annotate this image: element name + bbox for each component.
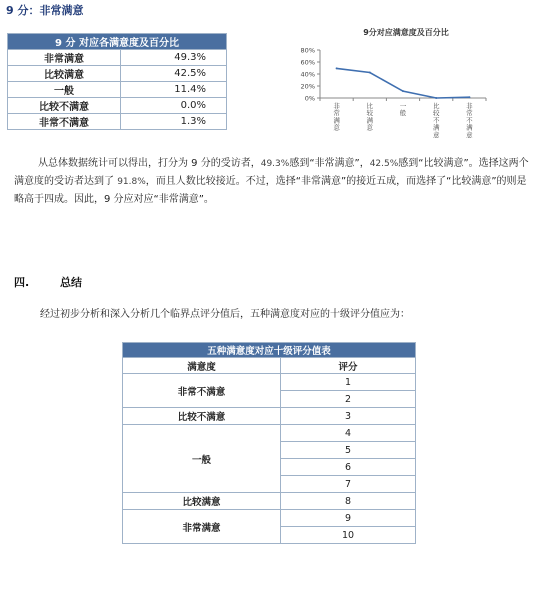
score-cell: 5 — [281, 442, 416, 459]
x-tick-label-char: 比 — [432, 102, 440, 110]
rating-scale-table — [122, 342, 416, 544]
table-row — [123, 493, 416, 510]
table-row — [123, 408, 416, 425]
percent-value: 49.3% — [121, 50, 227, 66]
paragraph-text: 感到“比较满意”。选择这两个满意度的受访者达到了 — [14, 158, 529, 187]
x-tick-label-char: 较 — [366, 109, 374, 118]
level-label: 一般 — [8, 82, 121, 98]
table-row — [8, 66, 227, 82]
level-label: 非常不满意 — [123, 374, 281, 408]
percent-value: 11.4% — [121, 82, 227, 98]
score-cell: 4 — [281, 425, 416, 442]
score-cell: 6 — [281, 459, 416, 476]
score-cell: 3 — [281, 408, 416, 425]
data-point — [336, 67, 338, 69]
percent-figure: 91.8% — [117, 177, 146, 187]
chart-plot-area — [301, 47, 486, 139]
x-tick-label-char: 意 — [466, 130, 473, 139]
level-label: 比较不满意 — [8, 98, 121, 114]
percent-value: 0.0% — [121, 98, 227, 114]
x-tick-label-char: 般 — [399, 109, 407, 118]
paragraph-text: ，而且人数比较接近。不过，选择“非常满意”的接近五成，而选择了“比较满意”的则是略高于四成。因此，9 分应对应“非常满意”。 — [14, 176, 527, 205]
table-row — [123, 374, 416, 391]
x-tick-label-char: 不 — [432, 116, 440, 125]
x-tick-label-char: 常 — [333, 109, 340, 118]
x-tick-label-char: 满 — [333, 116, 340, 125]
score-cell: 8 — [281, 493, 416, 510]
summary-paragraph — [14, 155, 536, 209]
column-header-score: 评分 — [281, 358, 416, 374]
table-row — [8, 50, 227, 66]
satisfaction-percent-table — [7, 33, 227, 130]
data-point — [402, 90, 404, 92]
table-row — [8, 114, 227, 130]
x-tick-label-char: 比 — [366, 102, 374, 110]
table-row — [123, 425, 416, 442]
series-line — [337, 68, 470, 98]
data-point — [468, 96, 470, 98]
table-caption: 9 分 对应各满意度及百分比 — [8, 34, 227, 50]
section-heading: 9 分：非常满意 — [6, 4, 84, 17]
table-row — [8, 82, 227, 98]
x-tick-label-char: 非 — [333, 102, 340, 110]
chart-svg — [280, 20, 532, 148]
y-tick-label: 40% — [300, 70, 315, 79]
table-row — [123, 510, 416, 527]
y-tick-label: 60% — [300, 58, 315, 67]
chart-title: 9分对应满意度及百分比 — [363, 28, 449, 37]
level-label: 一般 — [123, 425, 281, 493]
paragraph-text: 从总体数据统计可以得出，打分为 9 分的受访者， — [38, 158, 261, 169]
x-tick-label-char: 满 — [366, 116, 374, 125]
data-point — [369, 72, 371, 74]
level-label: 比较满意 — [8, 66, 121, 82]
x-tick-label-char: 常 — [466, 109, 473, 118]
section-number: 四. — [14, 276, 30, 289]
score-cell: 10 — [281, 527, 416, 544]
level-label: 比较不满意 — [123, 408, 281, 425]
y-tick-label: 0% — [304, 94, 315, 103]
column-header-level: 满意度 — [123, 358, 281, 374]
table-row — [8, 98, 227, 114]
section-title: 总结 — [60, 276, 82, 289]
table-caption: 五种满意度对应十级评分值表 — [123, 343, 416, 358]
x-tick-label-char: 意 — [333, 123, 340, 132]
percent-figure: 49.3% — [260, 159, 290, 169]
satisfaction-line-chart — [280, 20, 532, 148]
x-tick-label-char: 满 — [466, 123, 473, 132]
level-label: 比较满意 — [123, 493, 281, 510]
level-label: 非常不满意 — [8, 114, 121, 130]
score-cell: 9 — [281, 510, 416, 527]
paragraph-text: 感到“非常满意”， — [289, 158, 370, 169]
x-tick-label-char: 不 — [466, 116, 473, 125]
x-tick-label-char: 意 — [432, 130, 440, 139]
level-label: 非常满意 — [8, 50, 121, 66]
data-point — [435, 97, 437, 99]
x-tick-label-char: 较 — [432, 109, 440, 118]
x-tick-label-char: 非 — [466, 102, 473, 110]
percent-value: 1.3% — [121, 114, 227, 130]
conclusion-paragraph: 经过初步分析和深入分析几个临界点评分值后，五种满意度对应的十级评分值应为： — [40, 309, 410, 320]
x-tick-label-char: 满 — [432, 123, 440, 132]
level-label: 非常满意 — [123, 510, 281, 544]
score-cell: 2 — [281, 391, 416, 408]
score-cell: 7 — [281, 476, 416, 493]
y-tick-label: 20% — [300, 82, 315, 91]
percent-value: 42.5% — [121, 66, 227, 82]
percent-figure: 42.5% — [369, 159, 399, 169]
y-tick-label: 80% — [300, 46, 315, 55]
score-cell: 1 — [281, 374, 416, 391]
x-tick-label-char: 意 — [366, 123, 374, 132]
x-tick-label-char: 一 — [399, 102, 407, 110]
